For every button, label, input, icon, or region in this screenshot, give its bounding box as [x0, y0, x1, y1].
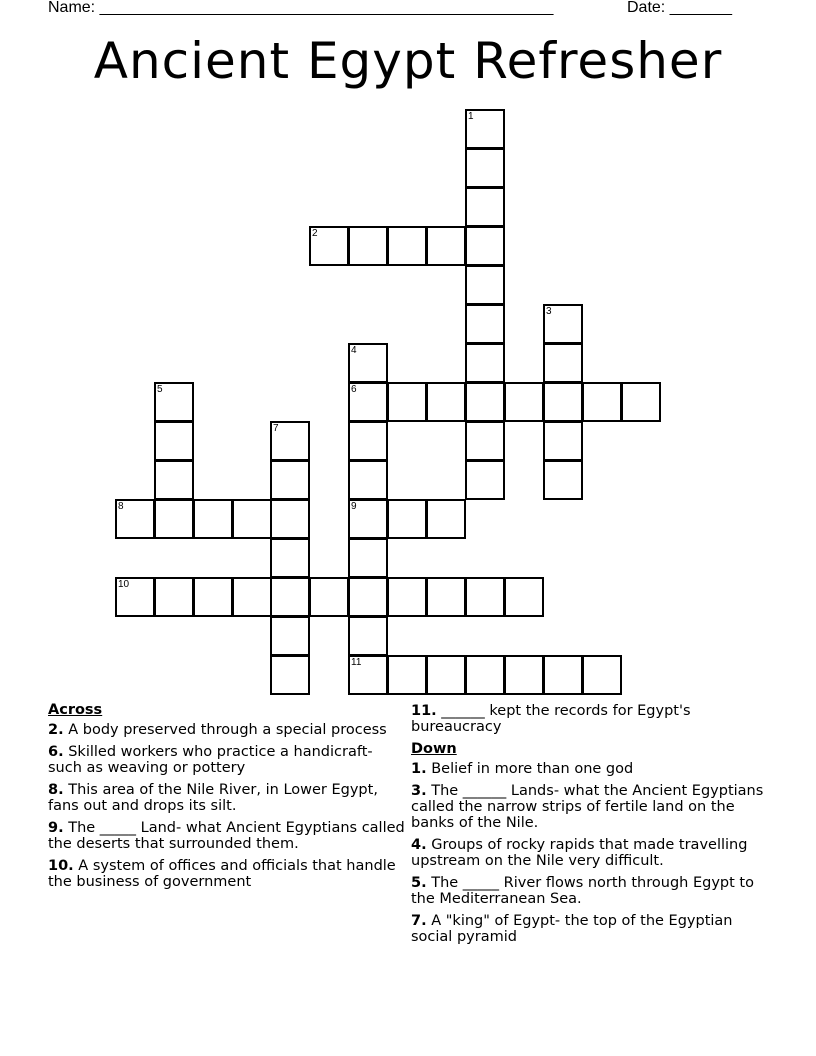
- grid-cell[interactable]: [115, 577, 155, 617]
- grid-cell[interactable]: [348, 343, 388, 383]
- clue-across-10: 10. A system of offices and officials that handle the business of government: [48, 858, 396, 890]
- clue-number-8: 8: [118, 501, 124, 512]
- grid-cell[interactable]: [348, 577, 388, 617]
- clues-left-column: [48, 702, 408, 896]
- grid-cell[interactable]: [193, 499, 233, 539]
- clue-down-4: 4. Groups of rocky rapids that made travelling upstream on the Nile very difficult.: [411, 837, 748, 869]
- grid-cell[interactable]: [543, 382, 583, 422]
- clue-across-2: 2. A body preserved through a special process: [48, 722, 387, 738]
- grid-cell[interactable]: [465, 265, 505, 305]
- grid-cell[interactable]: [465, 460, 505, 500]
- grid-cell[interactable]: [154, 499, 194, 539]
- clue-number-4: 4: [351, 345, 357, 356]
- grid-cell[interactable]: [465, 421, 505, 461]
- grid-cell[interactable]: [504, 655, 544, 695]
- grid-cell[interactable]: [426, 655, 466, 695]
- grid-cell[interactable]: [348, 421, 388, 461]
- clue-across-11: 11. ______ kept the records for Egypt's bureaucracy: [411, 703, 691, 735]
- name-field[interactable]: Name: ___________________________________________________: [48, 0, 554, 16]
- grid-cell[interactable]: [387, 655, 427, 695]
- clue-number-7: 7: [273, 423, 279, 434]
- clue-across-8: 8. This area of the Nile River, in Lower Egypt, fans out and drops its silt.: [48, 782, 378, 814]
- grid-cell[interactable]: [465, 382, 505, 422]
- grid-cell[interactable]: [309, 226, 349, 266]
- grid-cell[interactable]: [543, 655, 583, 695]
- grid-cell[interactable]: [309, 577, 349, 617]
- grid-cell[interactable]: [465, 304, 505, 344]
- across-heading: Across: [48, 702, 103, 718]
- grid-cell[interactable]: [348, 382, 388, 422]
- grid-cell[interactable]: [270, 577, 310, 617]
- grid-cell[interactable]: [504, 382, 544, 422]
- grid-cell[interactable]: [387, 499, 427, 539]
- grid-cell[interactable]: [348, 226, 388, 266]
- grid-cell[interactable]: [387, 382, 427, 422]
- grid-cell[interactable]: [543, 304, 583, 344]
- grid-cell[interactable]: [154, 382, 194, 422]
- grid-cell[interactable]: [154, 577, 194, 617]
- clue-across-6: 6. Skilled workers who practice a handicraft- such as weaving or pottery: [48, 744, 373, 776]
- grid-cell[interactable]: [426, 577, 466, 617]
- grid-cell[interactable]: [115, 499, 155, 539]
- grid-cell[interactable]: [543, 343, 583, 383]
- clue-across-9: 9. The _____ Land- what Ancient Egyptians called the deserts that surrounded them.: [48, 820, 405, 852]
- clue-number-9: 9: [351, 501, 357, 512]
- grid-cell[interactable]: [543, 460, 583, 500]
- grid-cell[interactable]: [232, 577, 272, 617]
- grid-cell[interactable]: [387, 226, 427, 266]
- grid-cell[interactable]: [582, 655, 622, 695]
- grid-cell[interactable]: [465, 148, 505, 188]
- grid-cell[interactable]: [465, 577, 505, 617]
- clue-number-10: 10: [118, 579, 130, 590]
- grid-cell[interactable]: [348, 499, 388, 539]
- grid-cell[interactable]: [348, 655, 388, 695]
- grid-cell[interactable]: [582, 382, 622, 422]
- grid-cell[interactable]: [465, 109, 505, 149]
- grid-cell[interactable]: [270, 655, 310, 695]
- grid-cell[interactable]: [270, 616, 310, 656]
- grid-cell[interactable]: [621, 382, 661, 422]
- clue-down-5: 5. The _____ River flows north through Egypt to the Mediterranean Sea.: [411, 875, 754, 907]
- clue-number-6: 6: [351, 384, 357, 395]
- grid-cell[interactable]: [504, 577, 544, 617]
- grid-cell[interactable]: [193, 577, 233, 617]
- clue-down-1: 1. Belief in more than one god: [411, 761, 634, 777]
- clue-number-3: 3: [546, 306, 552, 317]
- grid-cell[interactable]: [348, 616, 388, 656]
- grid-cell[interactable]: [270, 538, 310, 578]
- grid-cell[interactable]: [387, 577, 427, 617]
- clues-right-column: [411, 703, 776, 951]
- grid-cell[interactable]: [465, 343, 505, 383]
- grid-cell[interactable]: [348, 460, 388, 500]
- clue-down-3: 3. The ______ Lands- what the Ancient Egyptians called the narrow strips of fertile land on the banks of the Nile.: [411, 783, 764, 831]
- clue-number-11: 11: [351, 657, 362, 668]
- grid-cell[interactable]: [270, 421, 310, 461]
- clue-number-1: 1: [468, 111, 474, 122]
- grid-cell[interactable]: [270, 499, 310, 539]
- grid-cell[interactable]: [426, 382, 466, 422]
- grid-cell[interactable]: [154, 460, 194, 500]
- grid-cell[interactable]: [465, 226, 505, 266]
- grid-cell[interactable]: [426, 499, 466, 539]
- grid-cell[interactable]: [543, 421, 583, 461]
- date-field[interactable]: Date: _______: [627, 0, 732, 16]
- grid-cell[interactable]: [465, 655, 505, 695]
- clue-number-5: 5: [157, 384, 163, 395]
- down-heading: Down: [411, 741, 457, 757]
- clue-number-2: 2: [312, 228, 318, 239]
- grid-cell[interactable]: [348, 538, 388, 578]
- page-title: Ancient Egypt Refresher: [93, 32, 723, 90]
- grid-cell[interactable]: [270, 460, 310, 500]
- grid-cell[interactable]: [154, 421, 194, 461]
- clue-down-7: 7. A "king" of Egypt- the top of the Egyptian social pyramid: [411, 913, 733, 945]
- grid-cell[interactable]: [232, 499, 272, 539]
- grid-cell[interactable]: [465, 187, 505, 227]
- grid-cell[interactable]: [426, 226, 466, 266]
